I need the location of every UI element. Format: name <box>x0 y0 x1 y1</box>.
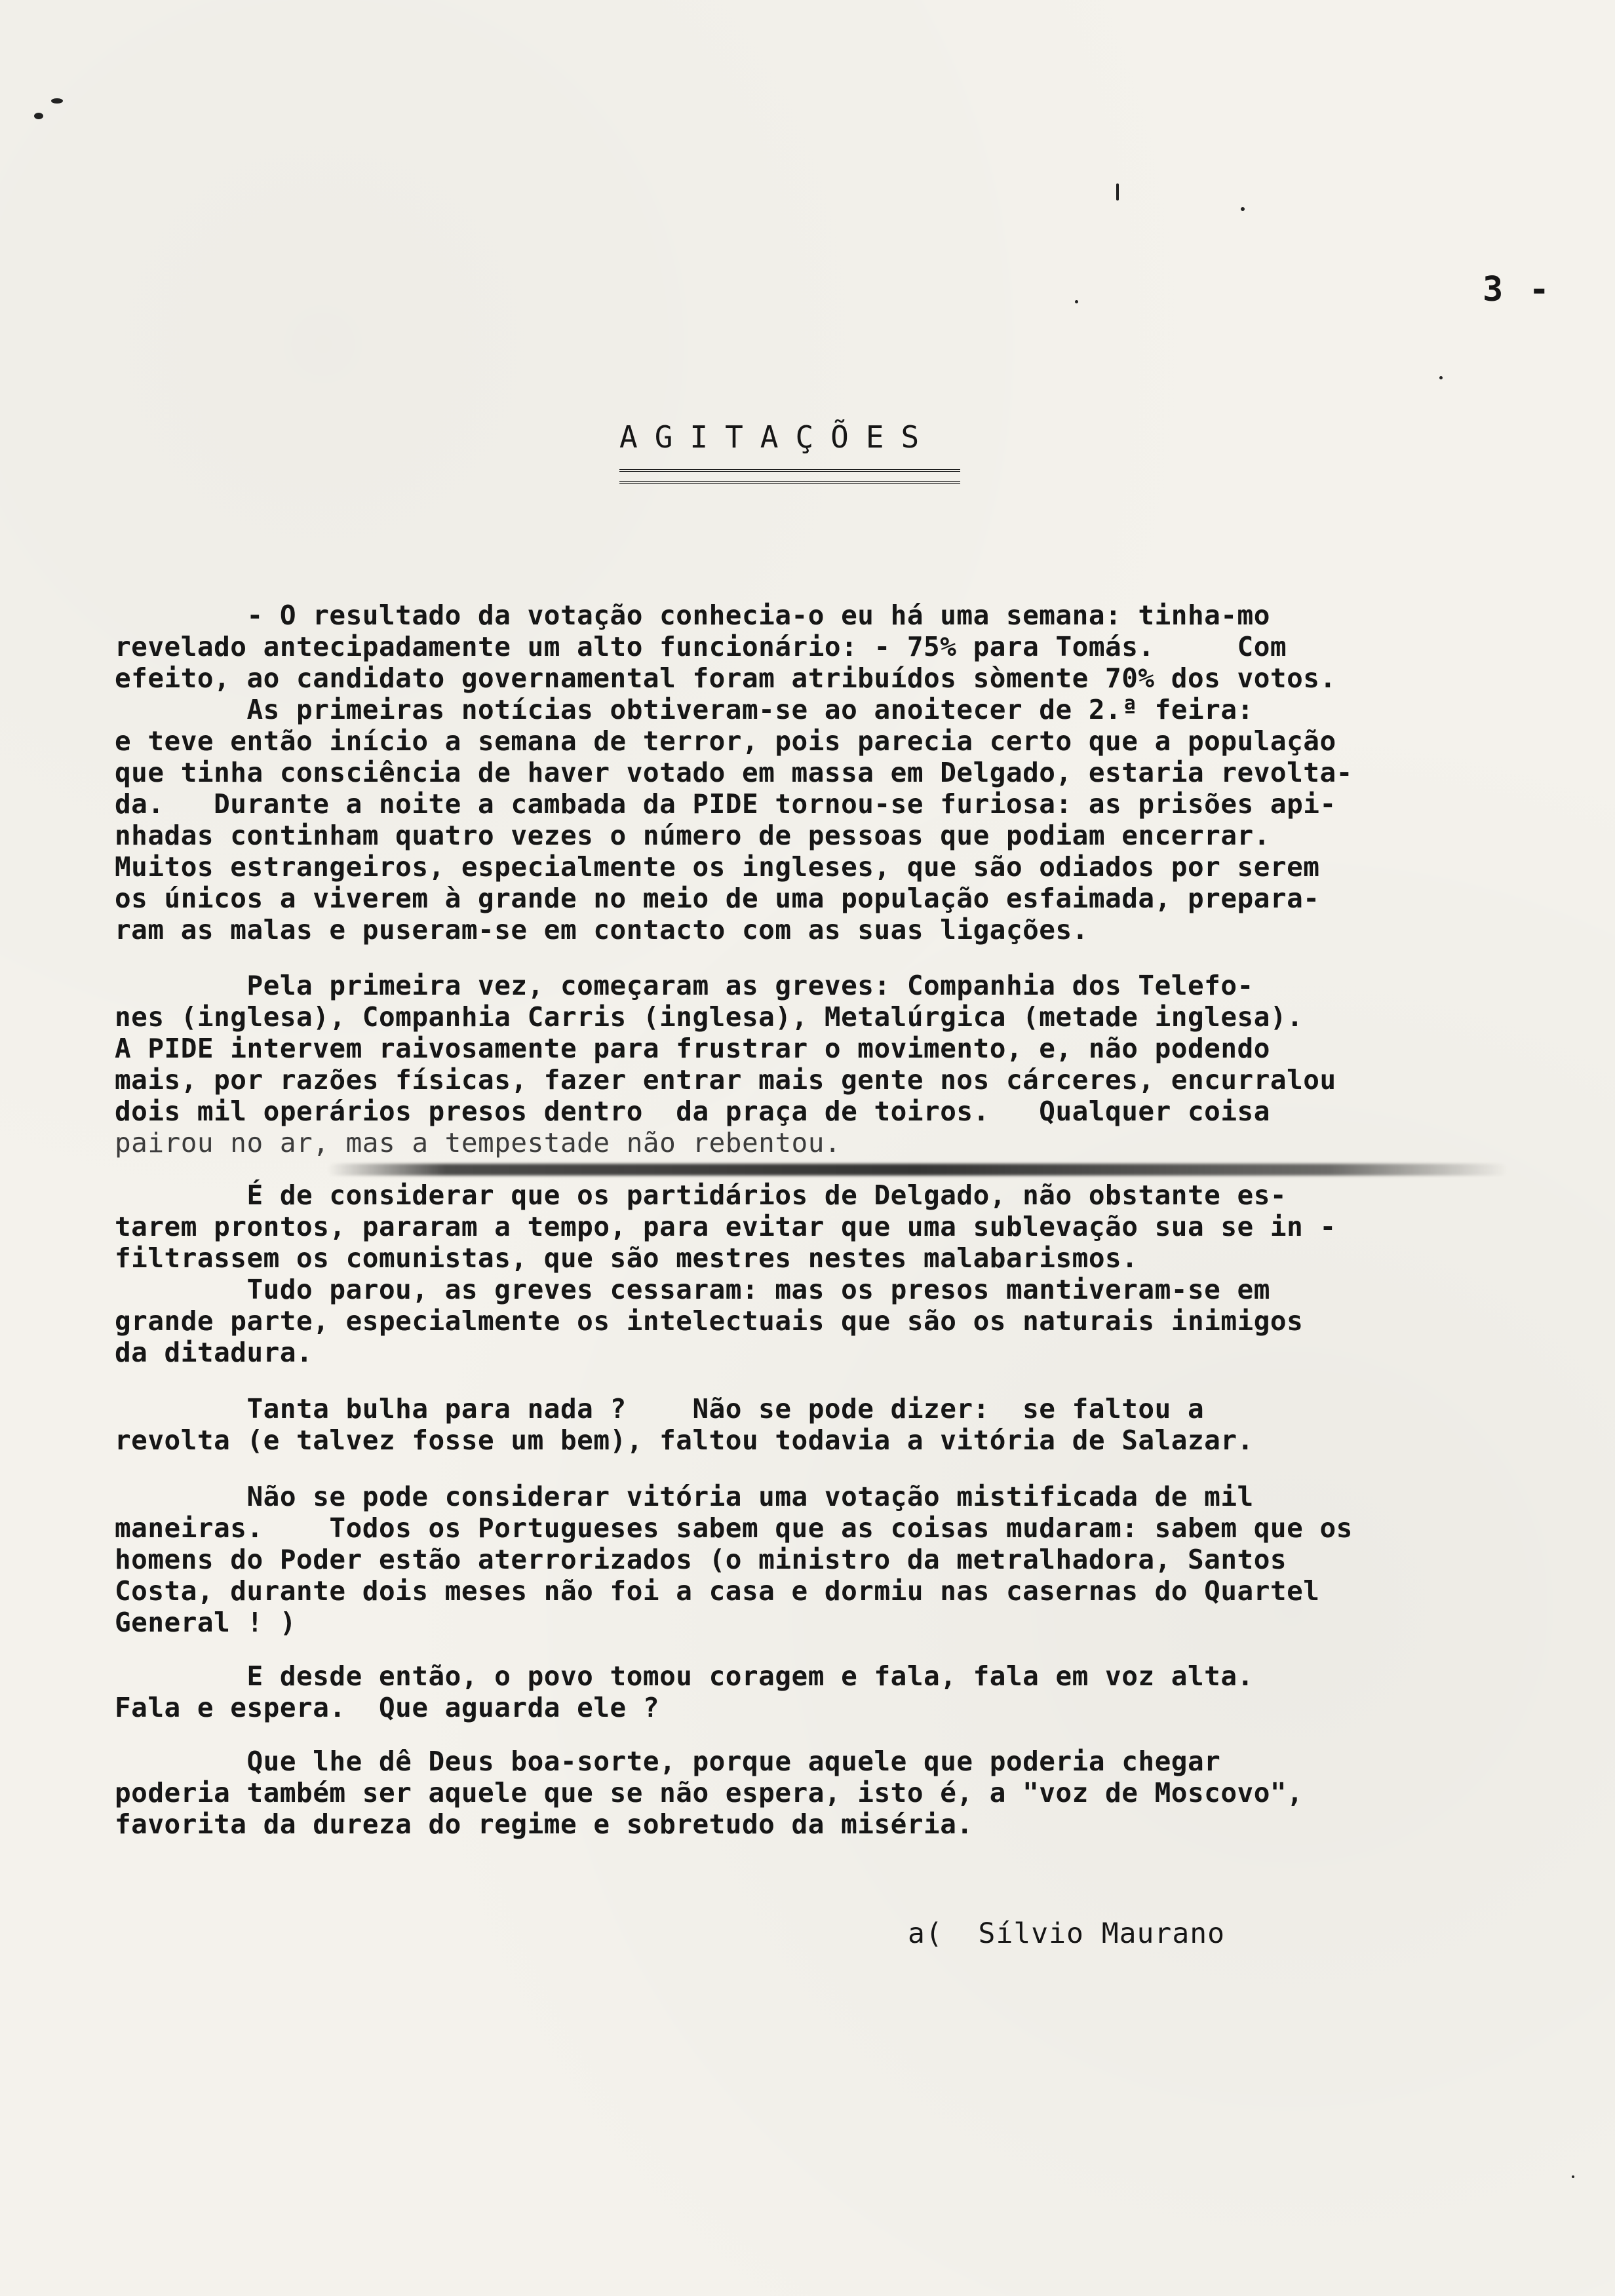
text-line: Fala e espera. Que aguarda ele ? <box>115 1692 660 1723</box>
text-line: A PIDE intervem raivosamente para frustrar o movimento, e, não podendo <box>115 1033 1270 1064</box>
text-line: Costa, durante dois meses não foi a casa e dormiu nas casernas do Quartel <box>115 1575 1320 1607</box>
ink-speck <box>1572 2175 1574 2178</box>
ink-speck <box>1439 376 1443 379</box>
ink-smudge <box>328 1164 1508 1176</box>
text-line: Que lhe dê Deus boa-sorte, porque aquele que poderia chegar <box>115 1746 1221 1777</box>
text-line: nes (inglesa), Companhia Carris (inglesa), Metalúrgica (metade inglesa). <box>115 1001 1304 1033</box>
text-line: e teve então início a semana de terror, pois parecia certo que a população <box>115 725 1336 757</box>
text-line: da ditadura. <box>115 1337 313 1368</box>
ink-speck <box>34 113 43 119</box>
text-line: Tudo parou, as greves cessaram: mas os presos mantiveram-se em <box>115 1274 1270 1305</box>
text-line: pairou no ar, mas a tempestade não rebentou. <box>115 1127 842 1158</box>
text-line: grande parte, especialmente os intelectuais que são os naturais inimigos <box>115 1305 1304 1337</box>
title-underline <box>619 469 960 484</box>
ink-speck <box>1075 300 1078 303</box>
text-line: Tanta bulha para nada ? Não se pode dizer: se faltou a <box>115 1393 1205 1425</box>
ink-speck <box>1241 207 1245 211</box>
text-line: As primeiras notícias obtiveram-se ao anoitecer de 2.ª feira: <box>115 694 1254 725</box>
text-line: filtrassem os comunistas, que são mestres nestes malabarismos. <box>115 1242 1138 1274</box>
text-line: É de considerar que os partidários de Delgado, não obstante es- <box>115 1179 1287 1211</box>
text-line: Pela primeira vez, começaram as greves: Companhia dos Telefo- <box>115 970 1254 1001</box>
text-line: General ! ) <box>115 1607 297 1638</box>
text-line: mais, por razões físicas, fazer entrar mais gente nos cárceres, encurralou <box>115 1064 1336 1096</box>
ink-speck <box>1116 183 1119 201</box>
ink-speck <box>51 98 63 104</box>
text-line: dois mil operários presos dentro da praça de toiros. Qualquer coisa <box>115 1096 1270 1127</box>
text-line: tarem prontos, pararam a tempo, para evitar que uma sublevação sua se in - <box>115 1211 1336 1242</box>
text-line: revolta (e talvez fosse um bem), faltou todavia a vitória de Salazar. <box>115 1425 1254 1456</box>
text-line: revelado antecipadamente um alto funcionário: - 75% para Tomás. Com <box>115 631 1287 662</box>
text-line: E desde então, o povo tomou coragem e fala, fala em voz alta. <box>115 1660 1254 1692</box>
text-line: Não se pode considerar vitória uma votação mistificada de mil <box>115 1481 1254 1512</box>
text-line: - O resultado da votação conhecia-o eu há uma semana: tinha-mo <box>115 600 1270 631</box>
text-line: os únicos a viverem à grande no meio de uma população esfaimada, prepara- <box>115 883 1320 914</box>
text-line: homens do Poder estão aterrorizados (o ministro da metralhadora, Santos <box>115 1544 1287 1575</box>
text-line: ram as malas e puseram-se em contacto com as suas ligações. <box>115 914 1089 946</box>
text-line: da. Durante a noite a cambada da PIDE tornou-se furiosa: as prisões api- <box>115 788 1336 820</box>
text-line: Muitos estrangeiros, especialmente os ingleses, que são odiados por serem <box>115 851 1320 883</box>
text-line: poderia também ser aquele que se não espera, isto é, a "voz de Moscovo", <box>115 1777 1304 1808</box>
text-line: nhadas continham quatro vezes o número de pessoas que podiam encerrar. <box>115 820 1270 851</box>
text-line: maneiras. Todos os Portugueses sabem que as coisas mudaram: sabem que os <box>115 1512 1353 1544</box>
text-line: efeito, ao candidato governamental foram atribuídos sòmente 70% dos votos. <box>115 662 1336 694</box>
signature-line: a( Sílvio Maurano <box>908 1917 1225 1950</box>
page-title: AGITAÇÕES <box>619 419 937 455</box>
page-number: 3 - <box>1483 270 1552 309</box>
text-line: que tinha consciência de haver votado em massa em Delgado, estaria revolta- <box>115 757 1353 788</box>
text-line: favorita da dureza do regime e sobretudo da miséria. <box>115 1808 973 1840</box>
